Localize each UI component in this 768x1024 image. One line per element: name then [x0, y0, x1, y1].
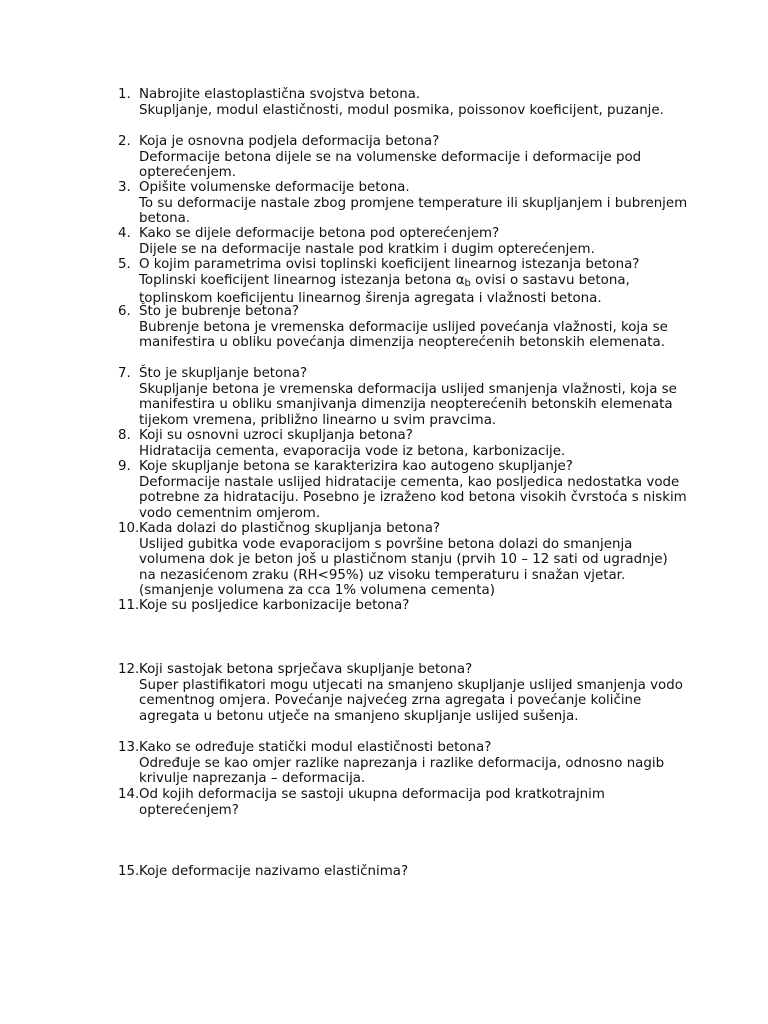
- item-number: 11.: [118, 598, 140, 613]
- list-item: [118, 662, 688, 724]
- answer-text-part: ovisi o sastavu betona, toplinskom koeficijentu linearnog širenja agregata i vlažnosti betona.: [139, 272, 630, 306]
- list-item: [118, 521, 688, 599]
- question-text: Kako se određuje statički modul elastičnosti betona?: [139, 740, 492, 755]
- item-number: 2.: [118, 134, 131, 149]
- question-text: Kako se dijele deformacije betona pod opterećenjem?: [139, 226, 500, 241]
- list-item: [118, 134, 688, 181]
- list-item: [118, 740, 688, 787]
- item-number: 7.: [118, 366, 131, 381]
- question-text: Opišite volumenske deformacije betona.: [139, 180, 410, 195]
- list-item: [118, 226, 688, 257]
- question-text: Nabrojite elastoplastična svojstva betona.: [139, 87, 421, 102]
- answer-text: Hidratacija cementa, evaporacija vode iz betona, karbonizacije.: [139, 443, 566, 459]
- list-item: [118, 598, 688, 614]
- alpha-subscript: b: [464, 277, 471, 289]
- list-item: [118, 257, 688, 307]
- answer-text: To su deformacije nastale zbog promjene temperature ili skupljanjem i bubrenjem betona.: [139, 195, 688, 226]
- item-number: 14.: [118, 787, 140, 802]
- item-number: 9.: [118, 459, 131, 474]
- answer-text: [139, 273, 688, 307]
- answer-text: Skupljanje, modul elastičnosti, modul posmika, poissonov koeficijent, puzanje.: [139, 102, 664, 118]
- question-text: Koje su posljedice karbonizacije betona?: [139, 598, 410, 613]
- answer-text: Deformacije nastale uslijed hidratacije cementa, kao posljedica nedostatka vode potrebne za hidrataciju. Posebno je izraženo kod betona visokih čvrstoća s niskim vodo cementnim omjerom.: [139, 474, 687, 521]
- answer-text: Dijele se na deformacije nastale pod kratkim i dugim opterećenjem.: [139, 241, 595, 257]
- list-item: [118, 459, 688, 521]
- question-text: Koje skupljanje betona se karakterizira kao autogeno skupljanje?: [139, 459, 573, 474]
- list-item: [118, 87, 688, 118]
- answer-text: Skupljanje betona je vremenska deformacija uslijed smanjenja vlažnosti, koja se manifestira u obliku smanjivanja dimenzija neopterećenih betonskih elemenata tijekom vremena, približno linearno u svim pravcima.: [139, 381, 677, 428]
- item-number: 10.: [118, 521, 140, 536]
- item-number: 1.: [118, 87, 131, 102]
- list-item: [118, 787, 688, 818]
- list-item: [118, 366, 688, 428]
- answer-text: Uslijed gubitka vode evaporacijom s površine betona dolazi do smanjenja volumena dok je beton još u plastičnom stanju (prvih 10 – 12 sati od ugradnje) na nezasićenom zraku (RH<95%) uz visoku temperaturu i snažan vjetar. (smanjenje volumena za cca 1% volumena cementa): [139, 536, 668, 598]
- question-text: Kada dolazi do plastičnog skupljanja betona?: [139, 521, 441, 536]
- question-text: Koje deformacije nazivamo elastičnima?: [139, 864, 409, 879]
- answer-text-part: Toplinski koeficijent linearnog istezanja betona α: [139, 272, 465, 288]
- item-number: 3.: [118, 180, 131, 195]
- question-text: Koji sastojak betona sprječava skupljanje betona?: [139, 662, 473, 677]
- answer-text: Super plastifikatori mogu utjecati na smanjeno skupljanje uslijed smanjenja vodo cementnog omjera. Povećanje najvećeg zrna agregata i povećanje količine agregata u betonu utječe na smanjeno skupljanje uslijed sušenja.: [139, 677, 683, 724]
- question-text: Što je skupljanje betona?: [139, 366, 308, 381]
- question-text: Od kojih deformacija se sastoji ukupna deformacija pod kratkotrajnim opterećenjem?: [139, 787, 605, 818]
- item-number: 8.: [118, 428, 131, 443]
- list-item: [118, 864, 688, 880]
- item-number: 13.: [118, 740, 140, 755]
- question-text: Što je bubrenje betona?: [139, 304, 300, 319]
- item-number: 15.: [118, 864, 140, 879]
- item-number: 4.: [118, 226, 131, 241]
- list-item: [118, 304, 688, 351]
- question-text: Koji su osnovni uzroci skupljanja betona?: [139, 428, 413, 443]
- question-text: Koja je osnovna podjela deformacija betona?: [139, 134, 440, 149]
- question-text: O kojim parametrima ovisi toplinski koeficijent linearnog istezanja betona?: [139, 257, 640, 272]
- item-number: 12.: [118, 662, 140, 677]
- answer-text: Bubrenje betona je vremenska deformacije uslijed povećanja vlažnosti, koja se manifestira u obliku povećanja dimenzija neopterećenih betonskih elemenata.: [139, 319, 668, 350]
- list-item: [118, 180, 688, 227]
- item-number: 5.: [118, 257, 131, 272]
- answer-text: Određuje se kao omjer razlike naprezanja i razlike deformacija, odnosno nagib krivulje naprezanja – deformacija.: [139, 755, 665, 786]
- list-item: [118, 428, 688, 459]
- item-number: 6.: [118, 304, 131, 319]
- answer-text: Deformacije betona dijele se na volumenske deformacije i deformacije pod opterećenjem.: [139, 149, 642, 180]
